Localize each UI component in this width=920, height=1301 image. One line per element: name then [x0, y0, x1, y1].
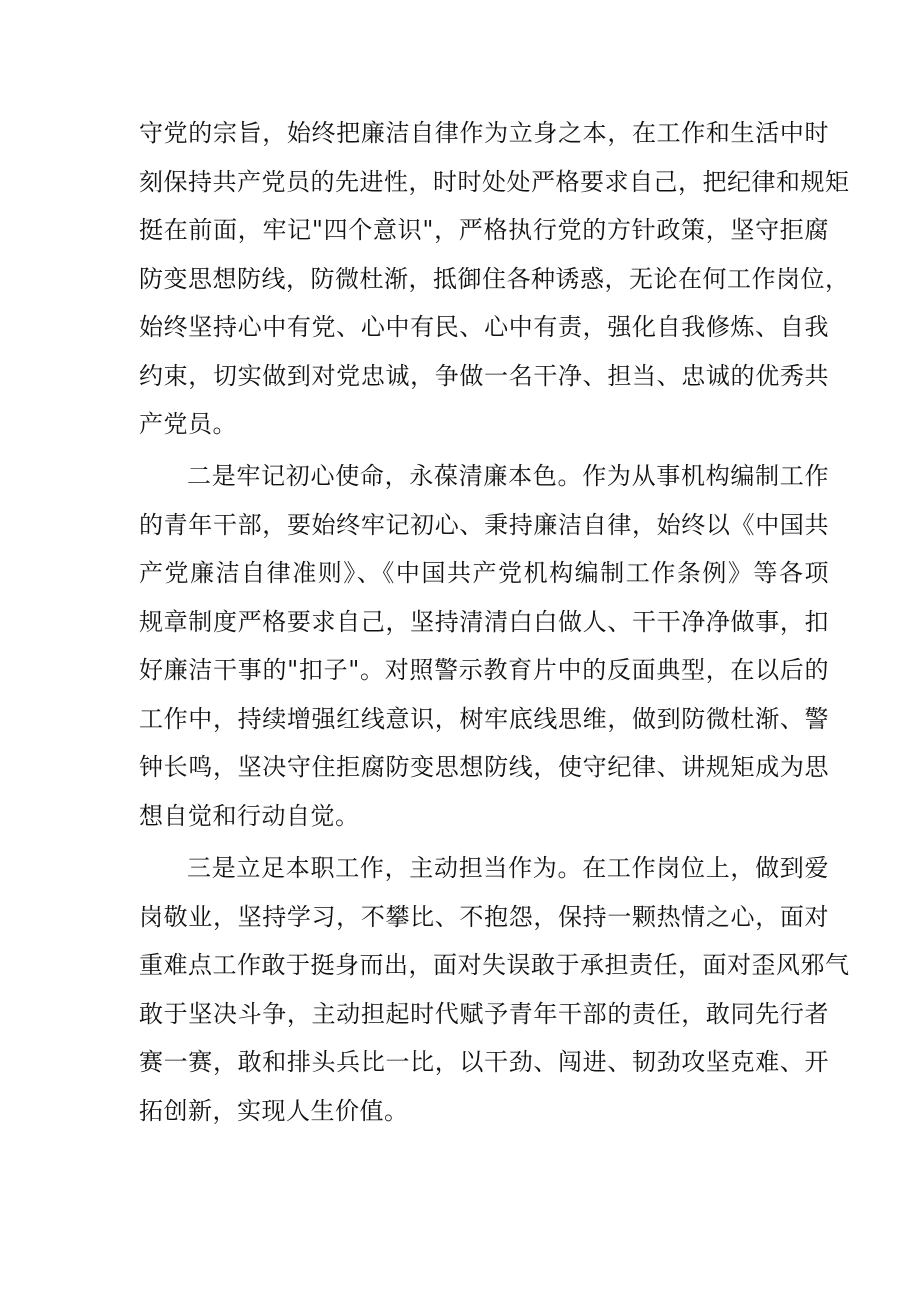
paragraph-line: 重难点工作敢于挺身而出，面对失误敢于承担责任，面对歪风邪气 — [139, 951, 850, 979]
paragraph-line: 岗敬业，坚持学习，不攀比、不抱怨，保持一颗热情之心，面对 — [139, 902, 829, 931]
paragraph-line: 赛一赛，敢和排头兵比一比，以干劲、闯进、韧劲攻坚克难、开 — [139, 1048, 829, 1076]
paragraph-1 — [139, 109, 850, 449]
paragraph-line: 三是立足本职工作，主动担当作为。在工作岗位上，做到爱 — [187, 854, 829, 882]
paragraph-line: 始终坚持心中有党、心中有民、心中有责，强化自我修炼、自我 — [139, 313, 829, 341]
paragraph-line: 敢于坚决斗争，主动担起时代赋予青年干部的责任，敢同先行者 — [139, 999, 829, 1028]
paragraph-3 — [139, 844, 850, 1135]
paragraph-line: 挺在前面，牢记"四个意识"，严格执行党的方针政策，坚守拒腐 — [139, 216, 829, 244]
paragraph-2 — [139, 452, 829, 840]
paragraph-line: 约束，切实做到对党忠诚，争做一名干净、担当、忠诚的优秀共 — [139, 361, 829, 390]
paragraph-line: 好廉洁干事的"扣子"。对照警示教育片中的反面典型，在以后的 — [139, 656, 829, 684]
paragraph-line: 钟长鸣，坚决守住拒腐防变思想防线，使守纪律、讲规矩成为思 — [139, 753, 829, 781]
paragraph-line: 产党员。 — [139, 410, 237, 438]
paragraph-line: 刻保持共产党员的先进性，时时处处严格要求自己，把纪律和规矩 — [139, 167, 850, 196]
paragraph-line: 规章制度严格要求自己，坚持清清白白做人、干干净净做事，扣 — [139, 607, 829, 636]
paragraph-line: 拓创新，实现人生价值。 — [139, 1096, 409, 1125]
paragraph-line: 守党的宗旨，始终把廉洁自律作为立身之本，在工作和生活中时 — [139, 119, 829, 147]
paragraph-line: 工作中，持续增强红线意识，树牢底线思维，做到防微杜渐、警 — [139, 704, 829, 733]
paragraph-line: 防变思想防线，防微杜渐，抵御住各种诱惑，无论在何工作岗位， — [139, 264, 850, 293]
paragraph-line: 想自觉和行动自觉。 — [139, 801, 360, 830]
paragraph-line: 的青年干部，要始终牢记初心、秉持廉洁自律，始终以《中国共 — [139, 510, 829, 539]
paragraph-line: 产党廉洁自律准则》、《中国共产党机构编制工作条例》等各项 — [139, 559, 829, 587]
paragraph-line: 二是牢记初心使命，永葆清廉本色。作为从事机构编制工作 — [187, 462, 829, 490]
